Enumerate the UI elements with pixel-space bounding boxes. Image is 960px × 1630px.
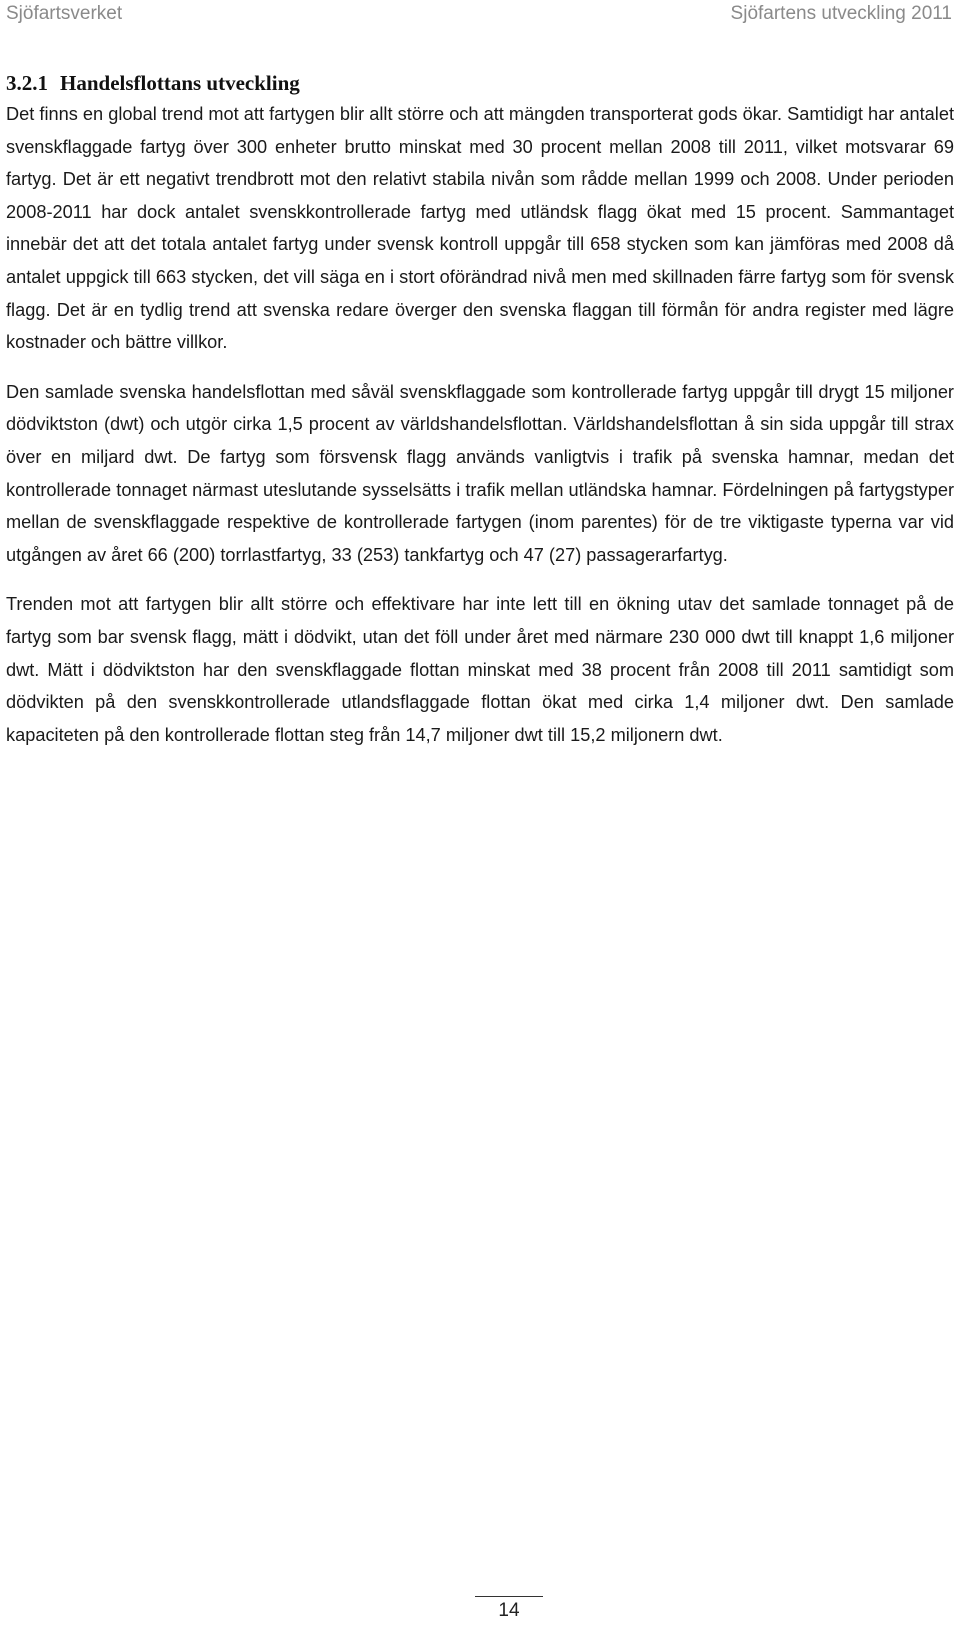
footer-divider [475, 1596, 543, 1597]
paragraph-3: Trenden mot att fartygen blir allt större och effektivare har inte lett till en ökning utav det samlade tonnaget på de fartyg som bar svensk flagg, mätt i dödvikt, utan det föll under året med närmare 230 000 dwt till knappt 1,6 miljoner dwt. Mätt i dödviktston har den svenskflaggade flottan minskat med 38 procent från 2008 till 2011 samtidigt som dödvikten på den svenskkontrollerade utlandsflaggade flottan ökat med cirka 1,4 miljoner dwt. Den samlade kapaciteten på den kontrollerade flottan steg från 14,7 miljoner dwt till 15,2 miljonern dwt. [6, 594, 954, 745]
page-number: 14 [498, 1600, 520, 1621]
document-body [6, 68, 954, 768]
page-header [6, 0, 952, 28]
section-number: 3.2.1 [6, 71, 48, 95]
section-title: Handelsflottans utveckling [60, 71, 300, 95]
header-document-title: Sjöfartens utveckling 2011 [730, 3, 952, 24]
paragraph-1: Det finns en global trend mot att fartygen blir allt större och att mängden transporterat gods ökar. Samtidigt har antalet svenskflaggade fartyg över 300 enheter brutto minskat med 30 procent mellan 2008 till 2011, vilket motsvarar 69 fartyg. Det är ett negativt trendbrott mot den relativt stabila nivån som rådde mellan 1999 och 2008. Under perioden 2008-2011 har dock antalet svenskkontrollerade fartyg med utländsk flagg ökat med 15 procent. Sammantaget innebär det att det totala antalet fartyg under svensk kontroll uppgår till 658 stycken som kan jämföras med 2008 då antalet uppgick till 663 stycken, det vill säga en i stort oförändrad nivå men med skillnaden färre fartyg som för svensk flagg. Det är en tydlig trend att svenska redare överger den svenska flaggan till förmån för andra register med lägre kostnader och bättre villkor. [6, 104, 954, 353]
header-organization: Sjöfartsverket [6, 3, 123, 24]
paragraph-2: Den samlade svenska handelsflottan med såväl svenskflaggade som kontrollerade fartyg uppgår till drygt 15 miljoner dödviktston (dwt) och utgör cirka 1,5 procent av världshandelsflottan. Världshandelsflottan å sin sida uppgår till strax över en miljard dwt. De fartyg som försvensk flagg används vanligtvis i trafik på svenska hamnar, medan det kontrollerade tonnaget närmast uteslutande sysselsätts i trafik mellan utländska hamnar. Fördelningen på fartygstyper mellan de svenskflaggade respektive de kontrollerade fartygen (inom parentes) för de tre viktigaste typerna var vid utgången av året 66 (200) torrlastfartyg, 33 (253) tankfartyg och 47 (27) passagerarfartyg. [6, 381, 954, 565]
section-heading [6, 68, 954, 98]
